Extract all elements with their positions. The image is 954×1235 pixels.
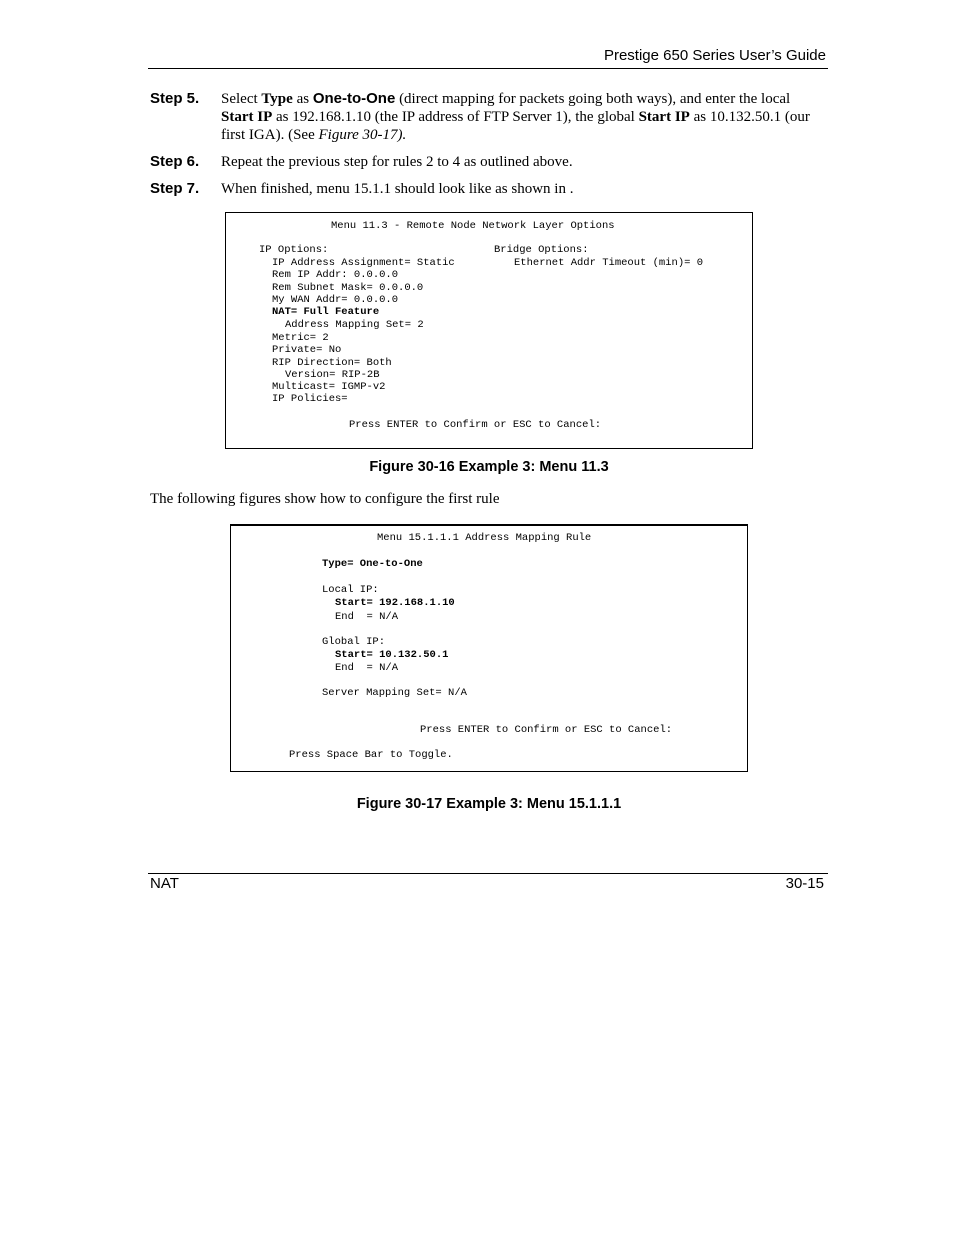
global-end-ip: End = N/A <box>335 662 399 674</box>
footer-rule <box>148 873 828 874</box>
running-header-title: Prestige 650 Series User’s Guide <box>603 47 826 64</box>
metric: Metric= 2 <box>272 332 329 344</box>
confirm-prompt-2: Press ENTER to Confirm or ESC to Cancel: <box>420 724 673 736</box>
multicast: Multicast= IGMP-v2 <box>272 381 386 393</box>
ip-options-label: IP Options: <box>259 244 329 256</box>
local-ip-label: Local IP: <box>322 584 379 596</box>
toggle-hint: Press Space Bar to Toggle. <box>289 749 453 761</box>
global-ip-label: Global IP: <box>322 636 386 648</box>
footer-page-number: 30-15 <box>785 875 824 892</box>
ethernet-addr-timeout: Ethernet Addr Timeout (min)= 0 <box>514 257 704 269</box>
step-7-text: When finished, menu 15.1.1 should look like as shown in . <box>221 181 574 197</box>
global-start-ip: Start= 10.132.50.1 <box>335 649 449 661</box>
step-5-text: Select Type as One-to-One (direct mapping for packets going both ways), and enter the local Start IP as 192.168.1.10 (the IP address of FTP Server 1), the global Start IP as 10.132.50.1 (our first IGA). (See Figure 30-17). <box>221 90 810 143</box>
header-rule <box>148 68 828 69</box>
ip-address-assignment: IP Address Assignment= Static <box>272 257 455 269</box>
footer-chapter: NAT <box>150 875 179 892</box>
my-wan-addr: My WAN Addr= 0.0.0.0 <box>272 294 399 306</box>
private: Private= No <box>272 344 342 356</box>
nat-setting: NAT= Full Feature <box>272 306 380 318</box>
menu-15-1-1-1-title: Menu 15.1.1.1 Address Mapping Rule <box>377 532 592 544</box>
ip-policies: IP Policies= <box>272 393 348 405</box>
body-paragraph: The following figures show how to configure the first rule <box>150 491 500 507</box>
step-7-label: Step 7. <box>150 180 200 197</box>
rem-subnet-mask: Rem Subnet Mask= 0.0.0.0 <box>272 282 424 294</box>
local-start-ip: Start= 192.168.1.10 <box>335 597 455 609</box>
figure-30-17-caption: Figure 30-17 Example 3: Menu 15.1.1.1 <box>356 796 622 812</box>
rip-direction: RIP Direction= Both <box>272 357 392 369</box>
local-end-ip: End = N/A <box>335 611 399 623</box>
step-6-text: Repeat the previous step for rules 2 to 4 as outlined above. <box>221 154 573 170</box>
rem-ip-addr: Rem IP Addr: 0.0.0.0 <box>272 269 399 281</box>
bridge-options-label: Bridge Options: <box>494 244 589 256</box>
step-5-label: Step 5. <box>150 90 200 107</box>
rip-version: Version= RIP-2B <box>285 369 380 381</box>
type-setting: Type= One-to-One <box>322 558 423 570</box>
menu-15-1-1-1-screen <box>230 524 748 772</box>
step-6-label: Step 6. <box>150 153 200 170</box>
address-mapping-set: Address Mapping Set= 2 <box>285 319 424 331</box>
confirm-prompt: Press ENTER to Confirm or ESC to Cancel: <box>349 419 602 431</box>
menu-11-3-title: Menu 11.3 - Remote Node Network Layer Options <box>331 220 615 232</box>
menu-11-3-screen <box>225 212 753 449</box>
figure-30-16-caption: Figure 30-16 Example 3: Menu 11.3 <box>369 459 609 475</box>
server-mapping-set: Server Mapping Set= N/A <box>322 687 467 699</box>
